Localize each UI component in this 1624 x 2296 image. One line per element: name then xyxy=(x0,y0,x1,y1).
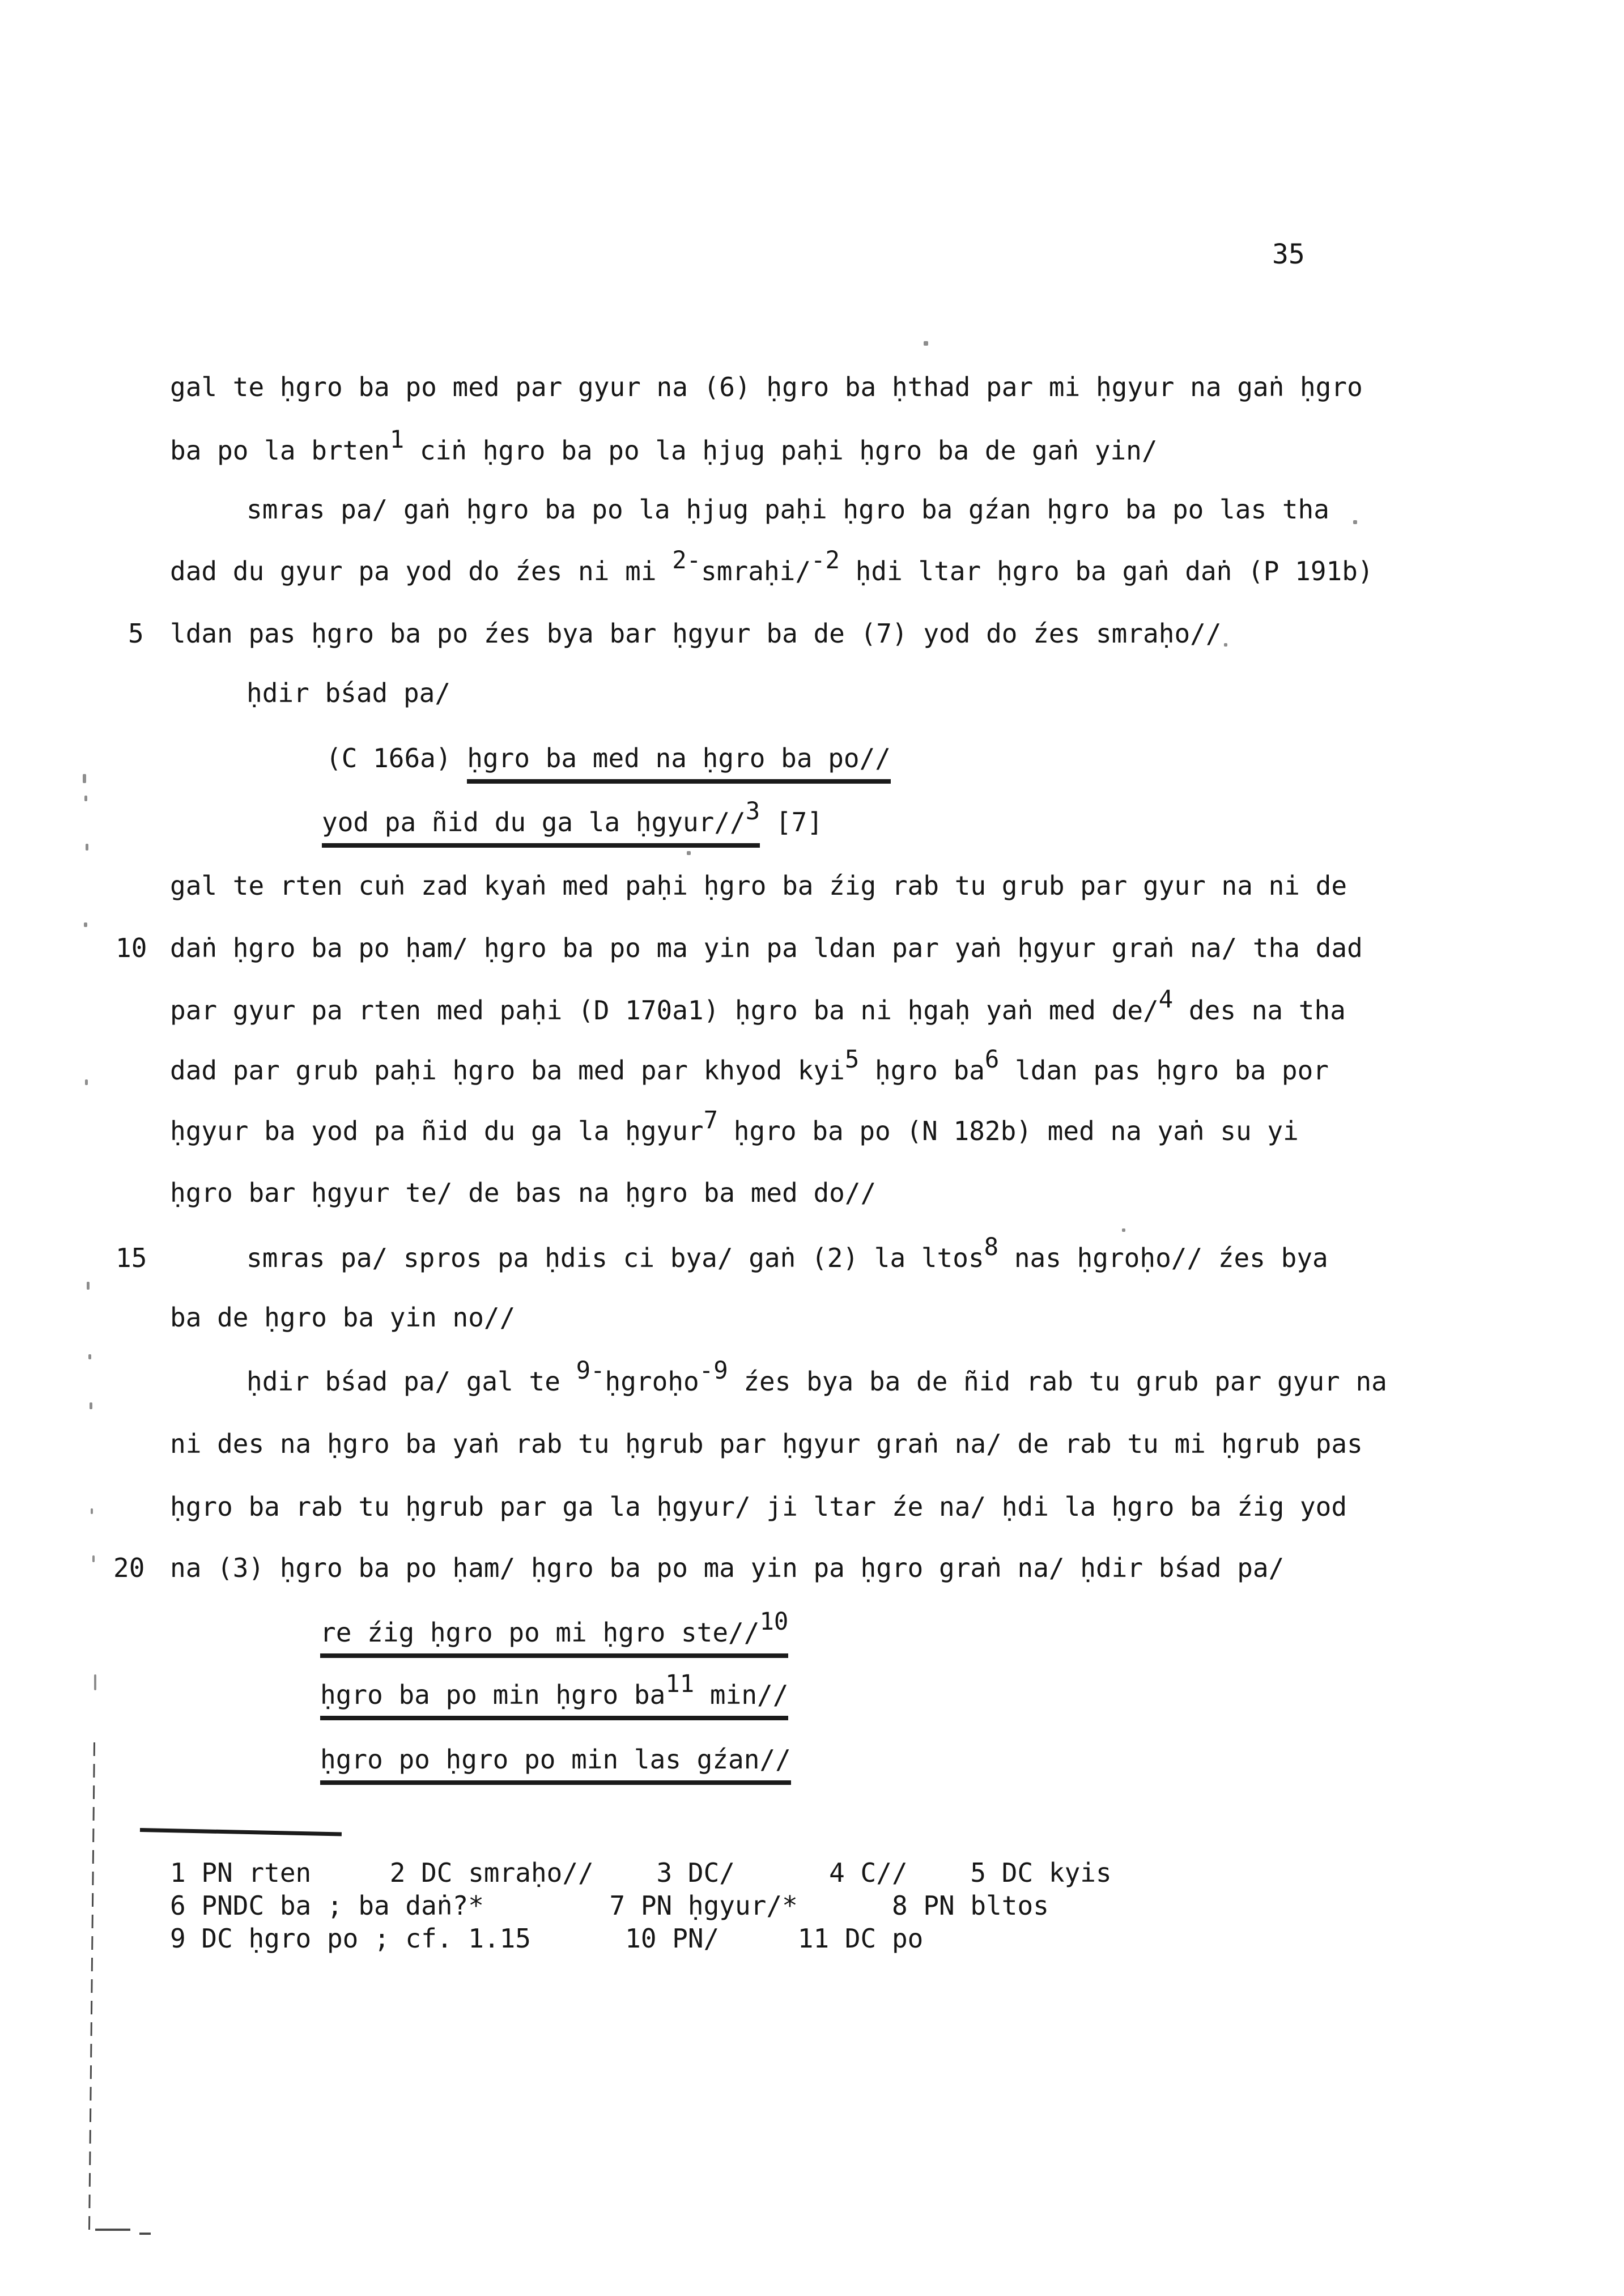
superscript-note-ref: 8 xyxy=(984,1232,999,1261)
text-segment: gal te ḥgro ba po med par gyur na (6) ḥgro ba ḥthad par mi ḥgyur na gaṅ ḥgro xyxy=(170,372,1363,402)
body-line xyxy=(170,425,1158,466)
body-line xyxy=(246,680,450,706)
body-line xyxy=(170,1491,1347,1522)
page-number: 35 xyxy=(1272,239,1305,270)
text-segment: yod pa ñid du ga la ḥgyur// xyxy=(322,807,746,837)
superscript-note-ref: -9 xyxy=(699,1356,728,1384)
scan-speck xyxy=(85,1079,88,1085)
text-segment: ḥgro po ḥgro po min las gźan// xyxy=(320,1744,791,1775)
superscript-note-ref: 11 xyxy=(665,1669,695,1698)
body-line xyxy=(170,620,1222,647)
verse-line xyxy=(326,745,891,771)
text-segment: smras pa/ spros pa ḥdis ci bya/ gaṅ (2) la ltos xyxy=(246,1243,984,1273)
superscript-note-ref: 10 xyxy=(759,1607,789,1635)
body-line xyxy=(246,1356,1387,1397)
text-segment: ḥgro ba xyxy=(859,1055,985,1086)
text-segment: ldan pas ḥgro ba por xyxy=(999,1055,1329,1086)
text-segment: 1 PN rten 2 DC smraḥo// 3 DC/ 4 C// 5 DC kyis xyxy=(170,1857,1112,1888)
scan-speck xyxy=(687,851,691,855)
margin-line-number: 20 xyxy=(113,1553,145,1583)
scan-speck xyxy=(87,1282,90,1290)
scan-speck xyxy=(924,341,928,346)
text-segment: ḥgro ba rab tu ḥgrub par ga la ḥgyur/ ji ltar źe na/ ḥdi la ḥgro ba źig yod xyxy=(170,1491,1347,1522)
text-segment: ḥdi ltar ḥgro ba gaṅ daṅ (P 191b) xyxy=(840,556,1374,586)
verse-line xyxy=(320,1669,789,1710)
text-segment: ni des na ḥgro ba yaṅ rab tu ḥgrub par ḥgyur graṅ na/ de rab tu mi ḥgrub pas xyxy=(170,1428,1363,1459)
margin-line-number: 15 xyxy=(116,1243,147,1273)
text-segment: ldan pas ḥgro ba po źes bya bar ḥgyur ba de (7) yod do źes smraḥo// xyxy=(170,618,1222,649)
text-segment: (C 166a) xyxy=(326,743,467,773)
superscript-note-ref: 1 xyxy=(389,425,405,453)
text-segment: [7] xyxy=(760,807,823,837)
text-segment: des na tha xyxy=(1173,995,1346,1026)
text-segment: smras pa/ gaṅ ḥgro ba po la ḥjug paḥi ḥgro ba gźan ḥgro ba po las tha xyxy=(246,494,1329,525)
body-line xyxy=(170,1428,1363,1459)
text-segment: dad par grub paḥi ḥgro ba med par khyod kyi xyxy=(170,1055,845,1086)
text-segment: smraḥi/ xyxy=(701,556,811,586)
body-line xyxy=(170,935,1363,961)
page-edge-scan-line xyxy=(88,1742,95,2230)
text-segment: ḥgyur ba yod pa ñid du ga la ḥgyur xyxy=(170,1116,704,1146)
superscript-note-ref: 3 xyxy=(745,797,760,825)
footnote-line xyxy=(170,1857,1112,1888)
body-line xyxy=(246,494,1329,525)
text-segment: ba po la brten xyxy=(170,435,390,466)
text-segment: ḥgroḥo xyxy=(605,1366,699,1397)
superscript-note-ref: 7 xyxy=(703,1106,719,1134)
superscript-note-ref: -2 xyxy=(811,546,840,574)
body-line xyxy=(170,374,1363,400)
underlined-text-run xyxy=(320,1607,789,1658)
verse-line xyxy=(322,797,823,837)
superscript-note-ref: 6 xyxy=(984,1045,1000,1073)
scan-speck xyxy=(1353,520,1357,524)
underlined-text-run xyxy=(467,743,891,784)
text-segment: dad du gyur pa yod do źes ni mi xyxy=(170,556,673,586)
body-line xyxy=(170,1177,877,1208)
text-segment: gal te rten cuṅ zad kyaṅ med paḥi ḥgro ba źig rab tu grub par gyur na ni de xyxy=(170,870,1347,901)
text-segment: na (3) ḥgro ba po ḥam/ ḥgro ba po ma yin pa ḥgro graṅ na/ ḥdir bśad pa/ xyxy=(170,1553,1285,1583)
text-segment: daṅ ḥgro ba po ḥam/ ḥgro ba po ma yin pa ldan par yaṅ ḥgyur graṅ na/ tha dad xyxy=(170,933,1363,963)
scan-speck xyxy=(91,1508,93,1514)
text-segment: ḥgro ba po min ḥgro ba xyxy=(320,1680,666,1710)
scan-speck xyxy=(94,1674,96,1690)
margin-line-number: 5 xyxy=(128,618,144,649)
superscript-note-ref: 5 xyxy=(844,1045,860,1073)
page-edge-scan-mark xyxy=(139,2233,151,2235)
text-segment: źes bya ba de ñid rab tu grub par gyur na xyxy=(728,1366,1387,1397)
text-segment: ciṅ ḥgro ba po la ḥjug paḥi ḥgro ba de gaṅ yin/ xyxy=(404,435,1158,466)
text-segment: ḥgro ba po (N 182b) med na yaṅ su yi xyxy=(718,1116,1299,1146)
body-line xyxy=(170,1302,516,1333)
text-segment: 6 PNDC ba ; ba daṅ?* 7 PN ḥgyur/* 8 PN bltos xyxy=(170,1890,1049,1921)
text-segment: ba de ḥgro ba yin no// xyxy=(170,1302,516,1333)
text-segment: 9 DC ḥgro po ; cf. 1.15 10 PN/ 11 DC po xyxy=(170,1923,924,1954)
body-line xyxy=(170,1106,1299,1146)
scan-speck xyxy=(1224,643,1227,647)
scan-speck xyxy=(1122,1228,1125,1232)
page-edge-scan-mark xyxy=(95,2229,130,2231)
body-line xyxy=(246,1232,1328,1273)
text-segment: ḥgro bar ḥgyur te/ de bas na ḥgro ba med do// xyxy=(170,1177,877,1208)
text-segment: ḥdir bśad pa/ gal te xyxy=(246,1366,576,1397)
superscript-note-ref: 4 xyxy=(1158,985,1174,1013)
scan-speck xyxy=(86,844,88,851)
text-segment: par gyur pa rten med paḥi (D 170a1) ḥgro ba ni ḥgaḥ yaṅ med de/ xyxy=(170,995,1159,1026)
body-line xyxy=(170,985,1346,1026)
underlined-text-run xyxy=(322,797,760,848)
scan-speck xyxy=(90,1402,92,1409)
scan-speck xyxy=(83,774,86,783)
footnote-line xyxy=(170,1890,1049,1921)
scan-speck xyxy=(88,1354,91,1359)
footnote-separator-rule xyxy=(140,1828,342,1836)
scan-speck xyxy=(92,1555,95,1562)
body-line xyxy=(170,1555,1284,1581)
text-segment: nas ḥgroḥo// źes bya xyxy=(998,1243,1328,1273)
text-segment: re źig ḥgro po mi ḥgro ste// xyxy=(320,1617,760,1648)
superscript-note-ref: 2- xyxy=(672,546,702,574)
margin-line-number: 10 xyxy=(116,933,147,963)
body-line xyxy=(170,1045,1329,1086)
text-segment: ḥdir bśad pa/ xyxy=(246,678,451,708)
text-segment: min// xyxy=(694,1680,789,1710)
text-segment: ḥgro ba med na ḥgro ba po// xyxy=(467,743,891,773)
scan-speck xyxy=(84,796,87,801)
verse-line xyxy=(320,1744,791,1775)
scan-speck xyxy=(84,922,87,927)
underlined-text-run xyxy=(320,1669,789,1720)
body-line xyxy=(170,870,1347,901)
superscript-note-ref: 9- xyxy=(576,1356,605,1384)
footnote-line xyxy=(170,1923,924,1954)
underlined-text-run xyxy=(320,1744,791,1785)
verse-line xyxy=(320,1607,789,1648)
body-line xyxy=(170,546,1374,586)
